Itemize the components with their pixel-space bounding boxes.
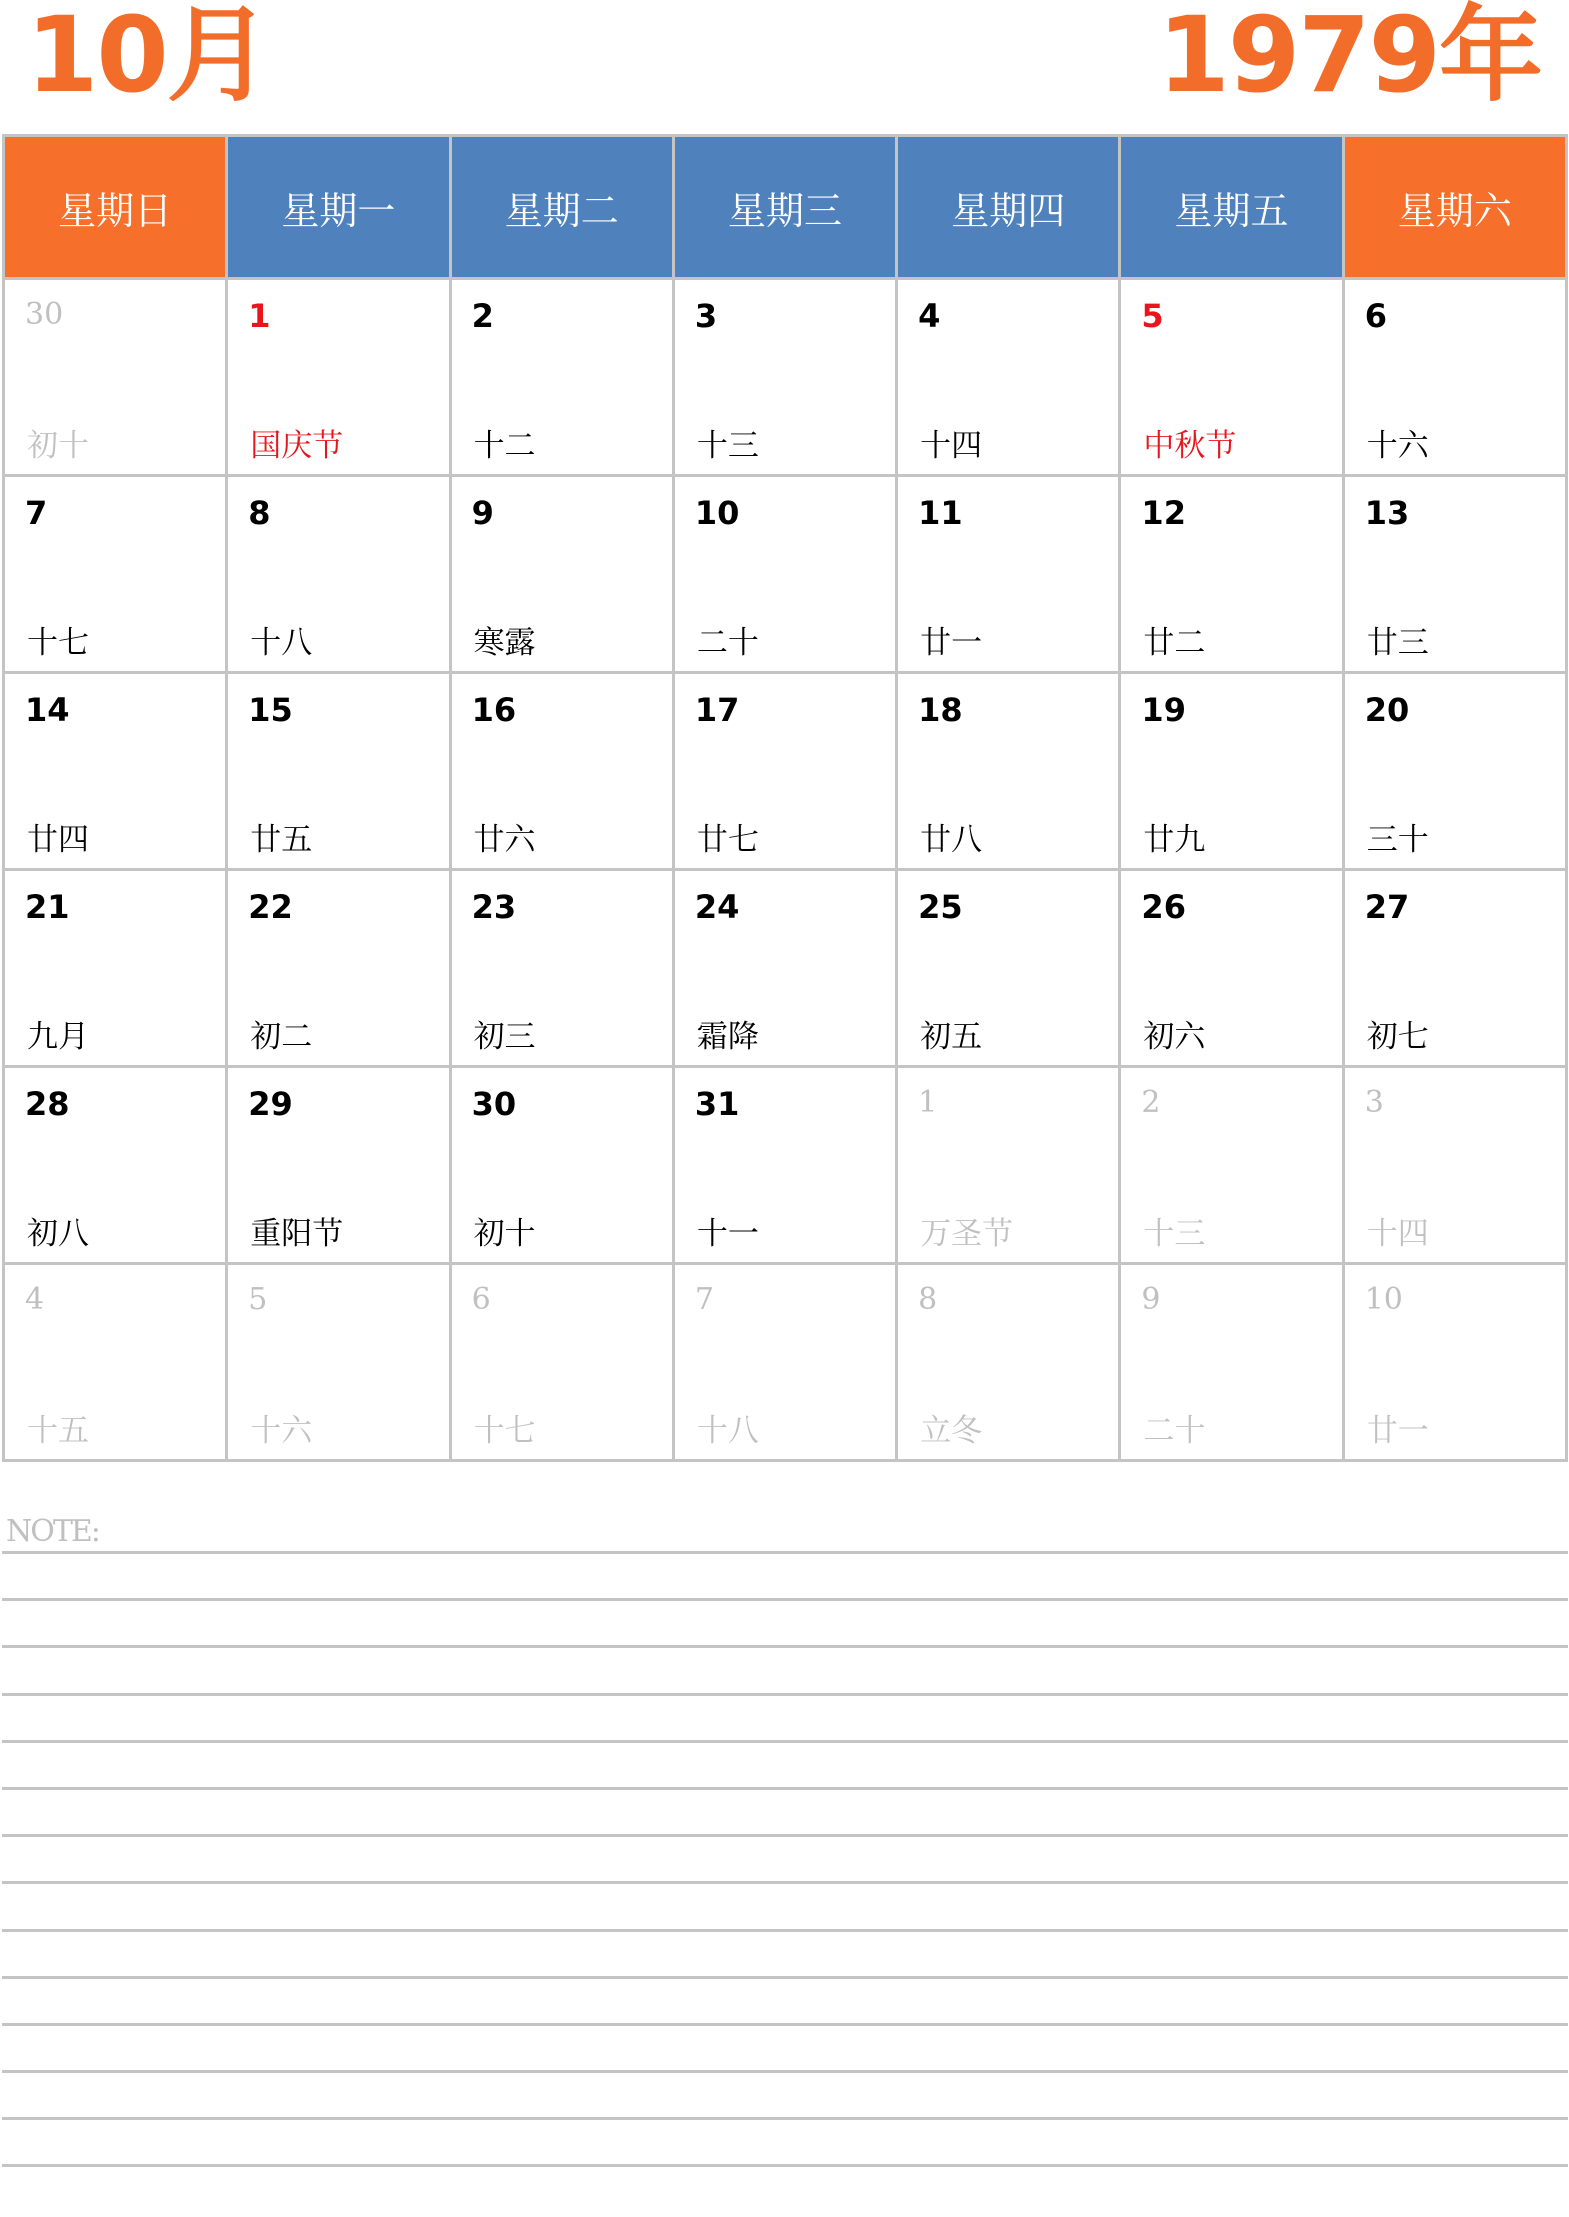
day-number: 23 — [471, 888, 517, 926]
month-title: 10月 — [26, 0, 269, 116]
lunar-date: 初二 — [250, 1019, 313, 1055]
day-cell — [5, 1265, 225, 1459]
day-number: 19 — [1141, 691, 1186, 729]
lunar-date: 十八 — [250, 625, 313, 661]
lunar-date: 立冬 — [920, 1413, 983, 1449]
day-number: 18 — [918, 691, 963, 729]
day-cell — [898, 674, 1118, 868]
day-cell — [452, 1265, 672, 1459]
note-line — [2, 1693, 1568, 1740]
lunar-date: 初八 — [27, 1216, 89, 1252]
lunar-date: 初七 — [1366, 1019, 1429, 1055]
day-number: 13 — [1364, 494, 1410, 532]
day-number: 22 — [248, 888, 293, 926]
day-number: 4 — [918, 297, 941, 335]
weekday-header: 星期日 — [5, 137, 225, 277]
lunar-date: 十三 — [1143, 1216, 1206, 1252]
day-number: 2 — [471, 297, 494, 335]
lunar-date: 十七 — [27, 625, 89, 661]
lunar-date: 万圣节 — [920, 1216, 1014, 1252]
day-number: 28 — [25, 1085, 70, 1123]
day-cell — [1121, 280, 1341, 474]
day-number: 20 — [1364, 691, 1410, 729]
weekday-header: 星期一 — [228, 137, 448, 277]
lunar-date: 二十 — [1143, 1413, 1206, 1449]
lunar-date: 十六 — [1366, 428, 1429, 464]
lunar-date: 廿四 — [27, 822, 89, 858]
lunar-date: 初十 — [27, 428, 89, 464]
lunar-date: 重阳节 — [250, 1216, 344, 1252]
day-number: 5 — [248, 1282, 268, 1317]
day-cell — [228, 871, 448, 1065]
lunar-date: 十三 — [696, 428, 759, 464]
day-cell — [898, 871, 1118, 1065]
lunar-date: 廿七 — [696, 822, 759, 858]
calendar-grid — [2, 134, 1568, 1462]
note-line — [2, 2023, 1568, 2070]
weekday-header: 星期二 — [452, 137, 672, 277]
day-cell — [228, 674, 448, 868]
lunar-date: 三十 — [1366, 822, 1429, 858]
day-cell — [1121, 477, 1341, 671]
lunar-date: 九月 — [27, 1019, 89, 1055]
day-number: 2 — [1141, 1085, 1161, 1120]
day-number: 7 — [694, 1282, 714, 1317]
notes-label: NOTE: — [6, 1514, 99, 1549]
weekday-header: 星期四 — [898, 137, 1118, 277]
day-number: 11 — [918, 494, 963, 532]
day-number: 21 — [25, 888, 70, 926]
day-number: 31 — [694, 1085, 740, 1123]
day-cell — [228, 280, 448, 474]
day-cell — [898, 1265, 1118, 1459]
day-number: 30 — [25, 297, 64, 332]
weekday-header: 星期三 — [675, 137, 895, 277]
day-cell — [452, 871, 672, 1065]
day-number: 26 — [1141, 888, 1186, 926]
weekday-header: 星期五 — [1121, 137, 1341, 277]
day-number: 27 — [1364, 888, 1410, 926]
lunar-date: 十六 — [250, 1413, 313, 1449]
day-cell — [1121, 1068, 1341, 1262]
lunar-date: 十二 — [473, 428, 536, 464]
day-number: 29 — [248, 1085, 293, 1123]
day-cell — [1345, 871, 1565, 1065]
lunar-date: 初五 — [920, 1019, 983, 1055]
day-cell — [5, 280, 225, 474]
day-cell — [675, 1068, 895, 1262]
day-cell — [1345, 477, 1565, 671]
day-number: 10 — [694, 494, 740, 532]
day-cell — [898, 477, 1118, 671]
lunar-date: 初三 — [473, 1019, 536, 1055]
day-cell — [1121, 674, 1341, 868]
day-cell — [452, 1068, 672, 1262]
day-number: 15 — [248, 691, 293, 729]
day-cell — [452, 477, 672, 671]
day-cell — [1345, 1265, 1565, 1459]
day-number: 12 — [1141, 494, 1186, 532]
day-cell — [228, 477, 448, 671]
lunar-date: 霜降 — [696, 1019, 759, 1055]
note-line — [2, 2164, 1568, 2211]
day-number: 8 — [248, 494, 271, 532]
day-number: 16 — [471, 691, 517, 729]
day-number: 17 — [694, 691, 740, 729]
day-cell — [675, 1265, 895, 1459]
lunar-date: 初十 — [473, 1216, 536, 1252]
day-number: 1 — [918, 1085, 938, 1120]
lunar-date: 廿二 — [1143, 625, 1206, 661]
lunar-date: 十八 — [696, 1413, 759, 1449]
lunar-date: 廿八 — [920, 822, 983, 858]
day-number: 3 — [694, 297, 718, 335]
day-cell — [1345, 674, 1565, 868]
lunar-date: 初六 — [1143, 1019, 1206, 1055]
note-line — [2, 1645, 1568, 1692]
lunar-date: 廿一 — [920, 625, 983, 661]
lunar-date: 廿九 — [1143, 822, 1206, 858]
note-line — [2, 1787, 1568, 1834]
lunar-date: 寒露 — [473, 625, 536, 661]
lunar-date: 十七 — [473, 1413, 536, 1449]
weekday-header: 星期六 — [1345, 137, 1565, 277]
day-number: 4 — [25, 1282, 45, 1317]
day-cell — [675, 674, 895, 868]
note-line — [2, 2117, 1568, 2164]
note-line — [2, 1740, 1568, 1787]
day-number: 6 — [1364, 297, 1387, 335]
day-number: 5 — [1141, 297, 1164, 335]
day-number: 9 — [471, 494, 494, 532]
lunar-date: 十四 — [1366, 1216, 1429, 1252]
day-cell — [5, 477, 225, 671]
note-line — [2, 1598, 1568, 1645]
day-cell — [675, 477, 895, 671]
day-cell — [1345, 280, 1565, 474]
day-cell — [5, 871, 225, 1065]
day-cell — [452, 280, 672, 474]
lunar-date: 十五 — [27, 1413, 89, 1449]
note-line — [2, 1834, 1568, 1881]
lunar-date: 国庆节 — [250, 428, 344, 464]
day-cell — [898, 280, 1118, 474]
lunar-date: 廿六 — [473, 822, 536, 858]
day-number: 7 — [25, 494, 48, 532]
day-number: 10 — [1364, 1282, 1403, 1317]
day-cell — [452, 674, 672, 868]
day-cell — [5, 1068, 225, 1262]
lunar-date: 十四 — [920, 428, 983, 464]
note-line — [2, 1929, 1568, 1976]
note-line — [2, 1551, 1568, 1598]
lunar-date: 廿一 — [1366, 1413, 1429, 1449]
lunar-date: 廿五 — [250, 822, 313, 858]
day-number: 3 — [1364, 1085, 1384, 1120]
note-line — [2, 1976, 1568, 2023]
day-cell — [1345, 1068, 1565, 1262]
day-number: 1 — [248, 297, 271, 335]
day-cell — [228, 1265, 448, 1459]
day-number: 30 — [471, 1085, 517, 1123]
day-cell — [228, 1068, 448, 1262]
lunar-date: 廿三 — [1366, 625, 1429, 661]
day-number: 14 — [25, 691, 70, 729]
note-line — [2, 1881, 1568, 1928]
year-title: 1979年 — [1157, 0, 1541, 116]
note-line — [2, 2070, 1568, 2117]
day-number: 6 — [471, 1282, 491, 1317]
day-number: 25 — [918, 888, 963, 926]
notes-area — [2, 1551, 1568, 2212]
day-cell — [675, 280, 895, 474]
day-cell — [1121, 871, 1341, 1065]
day-cell — [675, 871, 895, 1065]
day-number: 24 — [694, 888, 740, 926]
lunar-date: 中秋节 — [1143, 428, 1237, 464]
day-cell — [898, 1068, 1118, 1262]
day-cell — [1121, 1265, 1341, 1459]
lunar-date: 二十 — [696, 625, 759, 661]
day-cell — [5, 674, 225, 868]
day-number: 8 — [918, 1282, 938, 1317]
lunar-date: 十一 — [696, 1216, 759, 1252]
day-number: 9 — [1141, 1282, 1161, 1317]
